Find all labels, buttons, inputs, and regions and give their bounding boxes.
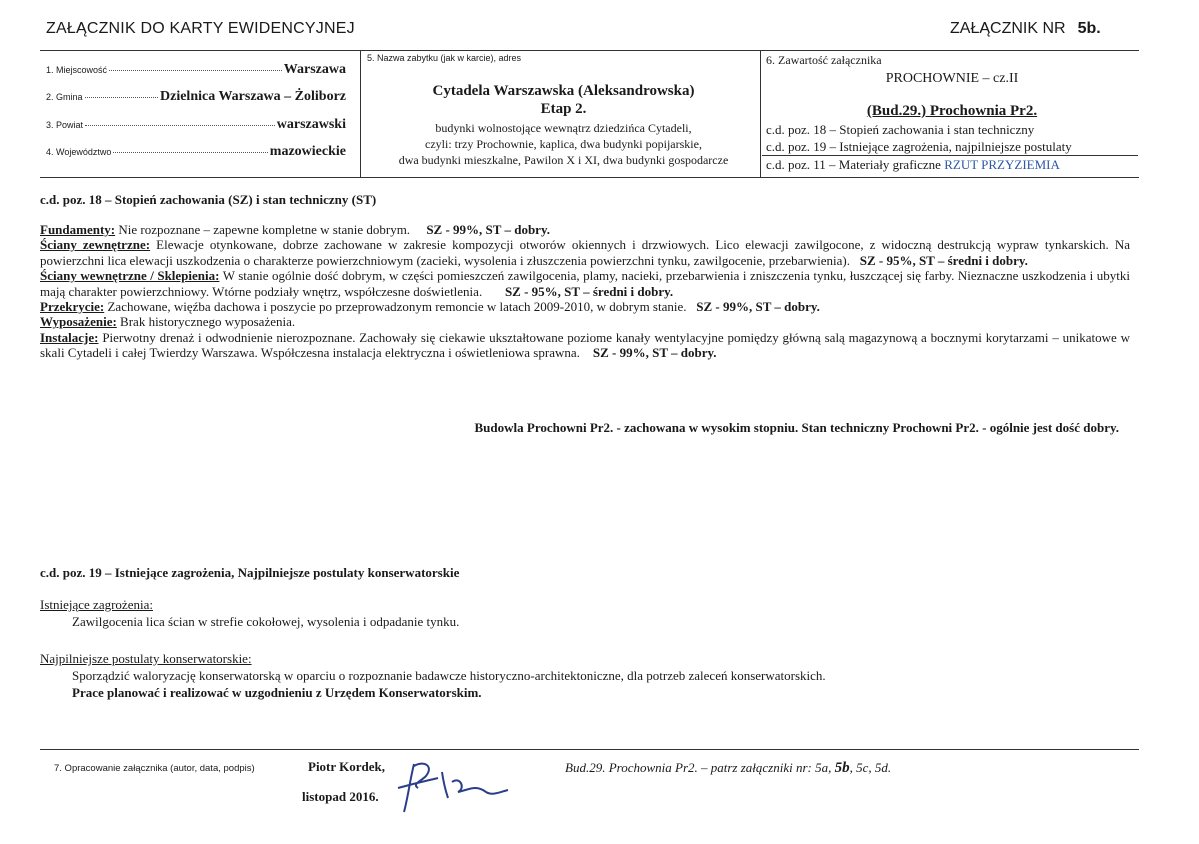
location-label: 1. Miejscowość — [46, 65, 108, 75]
heading: Przekrycie: — [40, 299, 105, 315]
section-19-title: c.d. poz. 19 – Istniejące zagrożenia, Najpilniejsze postulaty konserwatorskie — [40, 565, 460, 580]
location-value: mazowieckie — [269, 144, 346, 159]
section-name: PROCHOWNIE – cz.II — [885, 71, 1019, 86]
text: Pierwotny drenaż i odwodnienie nierozpoznane. Zachowały się ciekawie ukształtowane poziome kanały wentylacyjne pomiędzy główną salą magazynową a bocznymi korytarzami – unikatowe w skali Cytadeli i całej Twierdzy Warszawa. Współczesna instalacja elektryczna i oświetleniowa sprawna. — [40, 329, 1130, 361]
location-powiat — [46, 117, 346, 133]
divider — [360, 51, 361, 177]
cell-label: 6. Zawartość załącznika — [766, 53, 882, 67]
przekrycie-paragraph — [40, 299, 1130, 314]
location-value: warszawski — [276, 117, 346, 132]
contents-item: c.d. poz. 19 – Istniejące zagrożenia, najpilniejsze postulaty — [766, 139, 1072, 154]
attachment-nr: 5b. — [1077, 20, 1101, 37]
sciany-zewnetrzne-paragraph — [40, 237, 1130, 268]
section-18-body — [40, 222, 1130, 361]
signature-image — [390, 752, 520, 822]
document-title: ZAŁĄCZNIK DO KARTY EWIDENCYJNEJ — [46, 20, 355, 37]
rating: SZ - 95%, ST – średni i dobry. — [859, 252, 1028, 268]
monument-stage: Etap 2. — [540, 101, 587, 117]
text: Elewacje otynkowane, dobrze zachowane w zakresie kompozycji otworów okiennych i drzwiowych. Lico elewacji zawilgocone, z widoczną destrukcją wypraw tynkarskich. Na powierzchni lica elewacji uszkodzenia o charakterze powierzchniowym (zacieki, wysolenia i złuszczenia powierzchni tynku, zawilgocenie, przebarwienia). — [40, 237, 1131, 268]
text: Zachowane, więźba dachowa i poszycie po przeprowadzonym remoncie w latach 2009-2010, w dobrym stanie. — [104, 299, 687, 315]
location-miejscowosc — [46, 62, 346, 78]
building-name: (Bud.29.) Prochownia Pr2. — [866, 103, 1038, 119]
monument-desc: dwa budynki mieszkalne, Pawilon X i XI, dwa budynki gospodarcze — [398, 153, 729, 167]
footer-divider — [40, 749, 1139, 750]
location-label: 4. Województwo — [46, 147, 112, 157]
postulaty-heading: Najpilniejsze postulaty konserwatorskie: — [40, 651, 252, 666]
attachment-label: ZAŁĄCZNIK NR — [950, 20, 1066, 37]
fundamenty-paragraph — [40, 222, 1130, 237]
heading: Instalacje: — [40, 329, 99, 345]
monument-title: Cytadela Warszawska (Aleksandrowska) — [432, 83, 695, 99]
rating: SZ - 95%, ST – średni i dobry. — [504, 283, 674, 299]
rating: SZ - 99%, ST – dobry. — [696, 299, 820, 315]
rating: SZ - 99%, ST – dobry. — [592, 345, 717, 361]
author-date: listopad 2016. — [302, 789, 379, 804]
contents-item-highlight: RZUT PRZYZIEMIA — [944, 157, 1060, 172]
contents-item: c.d. poz. 18 – Stopień zachowania i stan techniczny — [766, 122, 1035, 137]
footer-label: 7. Opracowanie załącznika (autor, data, podpis) — [54, 763, 255, 774]
text: W stanie ogólnie dość dobrym, w części pomieszczeń zawilgocenia, plamy, nacieki, przebarwienia i zniszczenia tynku, łuszczącej się farby. Nieznaczne uszkodzenia i ubytki mają charakter powierzchniowy. Wtórne podziały wnętrz, współczesne doświetlenia. — [40, 268, 1131, 299]
ref-current: 5b — [834, 760, 850, 776]
location-value: Dzielnica Warszawa – Żoliborz — [160, 89, 346, 104]
zagrozenia-heading: Istniejące zagrożenia: — [40, 597, 153, 612]
ref-rest: , 5c, 5d. — [849, 760, 892, 775]
zagrozenia-text: Zawilgocenia lica ścian w strefie cokołowej, wysolenia i odpadanie tynku. — [72, 614, 460, 629]
location-label: 3. Powiat — [46, 120, 84, 130]
location-wojewodztwo — [46, 144, 346, 160]
section-18-title: c.d. poz. 18 – Stopień zachowania (SZ) i stan techniczny (ST) — [40, 192, 377, 207]
author-name: Piotr Kordek, — [308, 759, 386, 774]
cell-label: 5. Nazwa zabytku (jak w karcie), adres — [367, 53, 522, 63]
monument-desc: budynki wolnostojące wewnątrz dziedzińca Cytadeli, — [435, 121, 692, 135]
contents-item-text: c.d. poz. 11 – Materiały graficzne — [766, 157, 941, 172]
text: Brak historycznego wyposażenia. — [116, 314, 296, 330]
text: Nie rozpoznane – zapewne kompletne w stanie dobrym. — [115, 222, 411, 237]
rating: SZ - 99%, ST – dobry. — [426, 222, 550, 237]
divider — [760, 51, 761, 177]
location-value: Warszawa — [283, 62, 346, 77]
heading: Fundamenty: — [40, 222, 116, 237]
attachment-number — [950, 20, 1101, 38]
location-gmina — [46, 89, 346, 105]
wyposazenie-paragraph — [40, 314, 1130, 329]
contents-item — [766, 157, 1060, 173]
header-table — [40, 50, 1139, 178]
section-18-summary: Budowla Prochowni Pr2. - zachowana w wysokim stopniu. Stan techniczny Prochowni Pr2. - ogólnie jest dość dobry. — [474, 420, 1119, 435]
heading: Ściany wewnętrzne / Sklepienia: — [40, 268, 220, 284]
ref-text: Bud.29. Prochownia Pr2. – patrz załączniki nr: 5a, — [565, 760, 832, 775]
postulaty-bold: Prace planować i realizować w uzgodnieniu z Urzędem Konserwatorskim. — [72, 685, 482, 700]
sciany-wewnetrzne-paragraph — [40, 268, 1130, 299]
attachments-reference — [565, 760, 891, 777]
postulaty-text: Sporządzić waloryzację konserwatorską w oparciu o rozpoznanie badawcze historyczno-architektoniczne, dla potrzeb zaleceń konserwatorskich. — [72, 668, 826, 683]
instalacje-paragraph — [40, 330, 1130, 361]
location-label: 2. Gmina — [46, 92, 83, 102]
heading: Wyposażenie: — [40, 314, 117, 330]
monument-desc: czyli: trzy Prochownie, kaplica, dwa budynki popijarskie, — [425, 137, 702, 151]
heading: Ściany zewnętrzne: — [40, 237, 151, 253]
